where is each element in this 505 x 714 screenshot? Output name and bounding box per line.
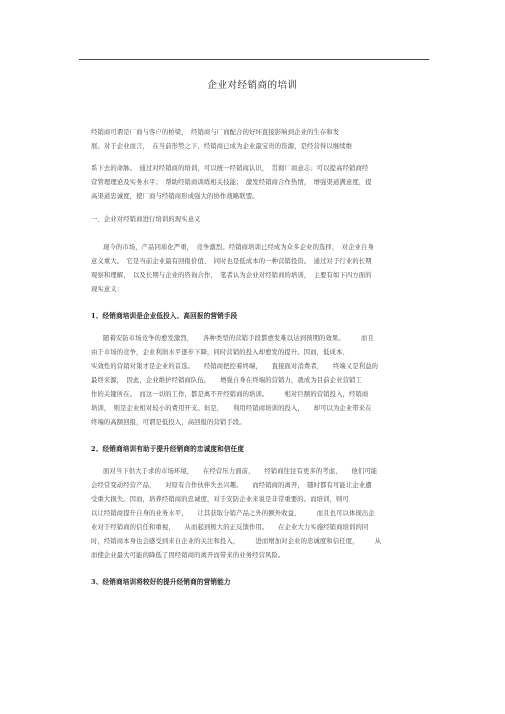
section-heading: 一、企业对经销商进行培训的现实意义 [91, 216, 201, 223]
paragraph-line: 系下去的命脉。 通过对经销商的培训，可以统一经销商认识， 贯彻厂商意志；可以提高经销商经 [91, 165, 369, 172]
paragraph-line: 以让经销商提升自身的业务水平， 让其获取分销产品之外的额外收益， 而且也可以体现出企 [91, 510, 375, 517]
paragraph-line: 业对于经销商的信任和重视， 从而起到极大的正反馈作用。 在企业大力实施经销商培训的同 [91, 524, 369, 531]
paragraph-line: 会经常变动经营产品， 对原有合作伙伴失去兴趣。 而经销商的离开， 随时都有可能让企业遭 [91, 482, 372, 489]
paragraph-line: 培训， 则是企业相对较小的费用开支。但是， 利用经销商培训的投入， 却可以为企业带来在 [91, 405, 372, 412]
header-rule [79, 59, 429, 60]
paragraph-line: 展。对于企业而言， 在当前形势之下，经销商已成为企业最宝贵的资源，是经营得以继续维 [91, 143, 353, 150]
paragraph-line: 作的关键所在。 而这一切的工作，都是离不开经销商的培训。 相对巨额的营销投入，经销商 [91, 391, 369, 398]
paragraph-line: 营管理理论及实务水平； 帮助经销商训练相关技能； 激发经销商合作热情， 增强渠道满意度，提 [91, 179, 372, 186]
paragraph-line: 最终来源， 因此，企业维护经销商队伍， 增强自身在终端的营销力，就成为目前企业营销工 [91, 377, 362, 384]
paragraph-line: 而使企业最大可能的降低了因经销商的离开而带来的业务经营风险。 [91, 552, 285, 559]
paragraph-line: 面对当下供大于求的市场环境， 在经营压力面前， 经销商往往有更多的考虑， 他们可能 [103, 468, 378, 475]
paragraph-line: 高渠道忠诚度，使厂商与经销商形成强大的协作战略联盟。 [91, 193, 259, 200]
paragraph-line: 随着安防市场竞争的愈发激烈， 各种类型的营销手段都愈发难以达到预期的效果。 而且 [103, 335, 374, 342]
paragraph-line: 时，经销商本身也会感受到来自企业的关注和投入， 进而增加对企业的忠诚度和信任度， 从 [91, 538, 382, 545]
subsection-heading-2: 2、经销商培训有助于提升经销商的忠诚度和信任度 [91, 445, 245, 453]
paragraph-line: 意义重大。 它是当前企业最有回报价值、 同时也是低成本的一种营销投资。 通过对于行业的长期 [91, 258, 372, 265]
paragraph-line: 由于市场的竞争，企业利润水平逐步下降，同时营销的投入却愈发的提升。因而，低成本、 [91, 349, 349, 356]
document-title: 企业对经销商的培训 [207, 80, 298, 91]
paragraph-line: 现实意义： [91, 286, 124, 293]
subsection-heading-1: 1、经销商培训是企业低投入、高回报的营销手段 [91, 312, 238, 320]
paragraph-line: 受重大损失。因而，培养经销商的忠诚度，对于安防企业来说是非常重要的。而培训，则可 [91, 496, 349, 503]
subsection-heading-3: 3、经销商培训将较好的提升经销商的营销能力 [91, 578, 231, 586]
paragraph-line: 终端的高额回报，可谓是低投入、高回报的营销手段。 [91, 419, 246, 426]
paragraph-line: 观察和理解， 以及长期与企业的咨询合作， 笔者认为企业对经销商的培训， 主要有如下四方面的 [91, 272, 372, 279]
paragraph-line: 现今的市场，产品同质化严重， 竞争激烈。经销商培训已经成为众多企业的选择， 对企业自身 [103, 244, 374, 251]
paragraph-line: 经销商可谓是厂商与客户的桥梁， 经销商与厂商配合的好坏直接影响到企业的生存和发 [91, 129, 340, 136]
paragraph-line: 实效性的营销对策才是企业的首选。 经销商把控着终端， 直接面对消费者， 终端又是利益的 [91, 363, 379, 370]
